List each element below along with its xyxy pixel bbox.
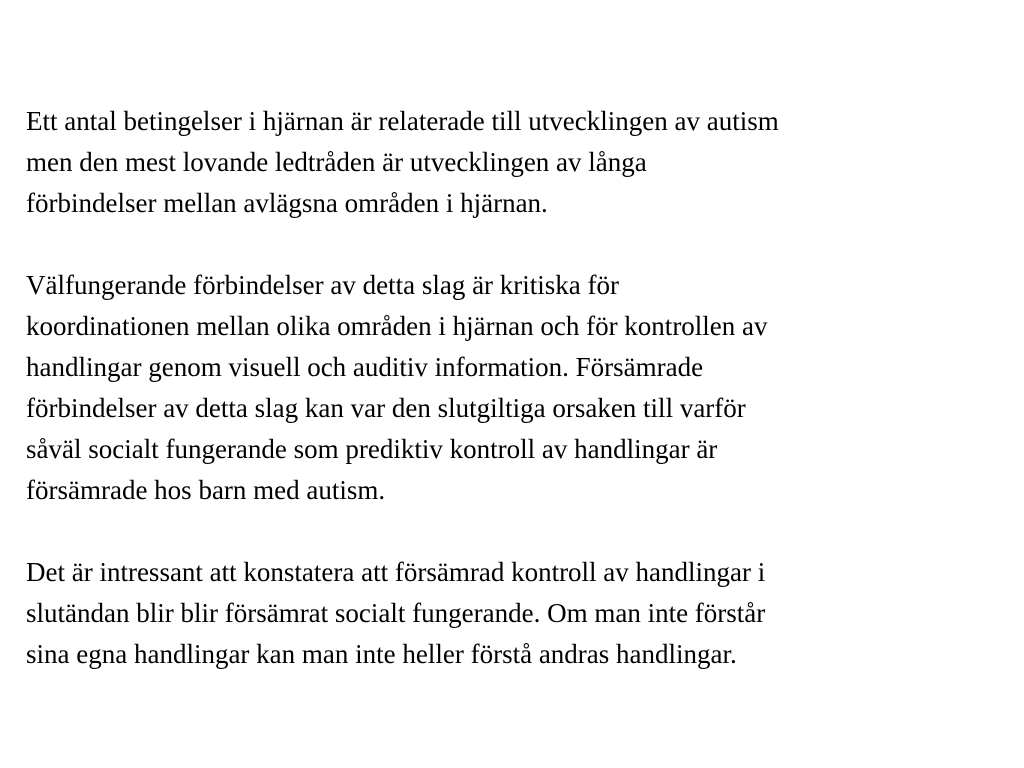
- text-line: förbindelser mellan avlägsna områden i hjärnan.: [26, 188, 548, 218]
- paragraph-3: [26, 552, 1004, 675]
- text-line: Ett antal betingelser i hjärnan är relaterade till utvecklingen av autism: [26, 106, 779, 136]
- text-line: handlingar genom visuell och auditiv information. Försämrade: [26, 352, 704, 382]
- text-line: förbindelser av detta slag kan var den slutgiltiga orsaken till varför: [26, 393, 746, 423]
- text-line: Det är intressant att konstatera att försämrad kontroll av handlingar i: [26, 557, 766, 587]
- text-line: slutändan blir blir försämrat socialt fungerande. Om man inte förstår: [26, 598, 766, 628]
- text-line: sina egna handlingar kan man inte heller förstå andras handlingar.: [26, 639, 737, 669]
- text-line: Välfungerande förbindelser av detta slag är kritiska för: [26, 270, 620, 300]
- paragraph-2: [26, 265, 1004, 511]
- text-line: försämrade hos barn med autism.: [26, 475, 386, 505]
- paragraph-1: [26, 101, 1004, 224]
- text-line: koordinationen mellan olika områden i hjärnan och för kontrollen av: [26, 311, 768, 341]
- text-line: men den mest lovande ledtråden är utvecklingen av långa: [26, 147, 647, 177]
- text-line: såväl socialt fungerande som prediktiv kontroll av handlingar är: [26, 434, 718, 464]
